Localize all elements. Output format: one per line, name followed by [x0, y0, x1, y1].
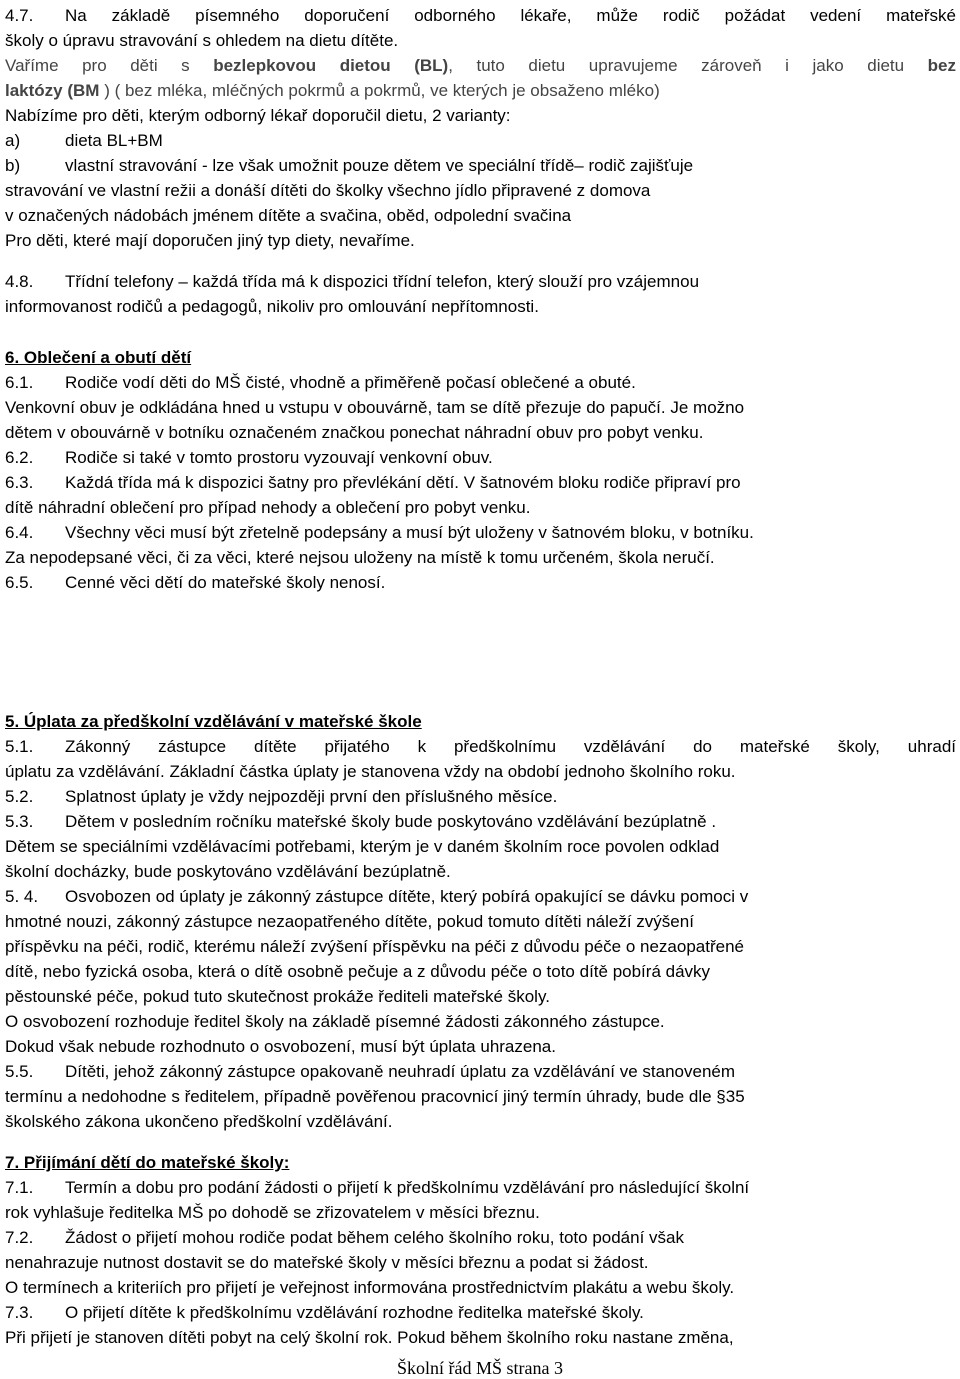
- item-number: 5.3.: [5, 812, 34, 831]
- paragraph-line: [5, 1225, 956, 1250]
- text: Dětem se speciálními vzdělávacími potřebami, kterým je v daném školním roce povolen odklad: [5, 837, 720, 856]
- text: informovanost rodičů a pedagogů, nikoliv pro omlouvání nepřítomnosti.: [5, 297, 539, 316]
- item-number: 5. 4.: [5, 887, 39, 906]
- section-heading: [5, 1150, 956, 1175]
- paragraph-line: [5, 1059, 956, 1084]
- text: Rodiče vodí děti do MŠ čisté, vhodně a přiměřeně počasí oblečené a obuté.: [65, 373, 636, 392]
- text: příspěvku na péči, rodič, kterému náleží zvýšení příspěvku na péči z důvodu péče o nezaopatřené: [5, 937, 744, 956]
- page-footer: Školní řád MŠ strana 3: [397, 1358, 563, 1378]
- paragraph-line: [5, 470, 956, 495]
- item-number: 6.2.: [5, 448, 34, 467]
- paragraph-line: [5, 734, 956, 759]
- list-item: [5, 153, 956, 178]
- item-number: 6.1.: [5, 373, 34, 392]
- paragraph-line: [5, 53, 956, 78]
- item-number: 6.4.: [5, 523, 34, 542]
- text: O osvobození rozhoduje ředitel školy na základě písemné žádosti zákonného zástupce.: [5, 1012, 665, 1031]
- text: Při přijetí je stanoven dítěti pobyt na celý školní rok. Pokud během školního roku nastane změna,: [5, 1328, 734, 1347]
- text: Dítěti, jehož zákonný zástupce opakovaně neuhradí úplatu za vzdělávání ve stanoveném: [65, 1062, 736, 1081]
- paragraph-line: [5, 78, 956, 103]
- text: v označených nádobách jménem dítěte a svačina, oběd, odpolední svačina: [5, 206, 572, 225]
- bold-text: laktózy (BM: [5, 81, 100, 100]
- text: Zákonný zástupce dítěte přijatého k předškolnímu vzdělávání do mateřské školy, uhradí: [65, 737, 956, 756]
- item-number: 5.5.: [5, 1062, 34, 1081]
- paragraph-line: [5, 420, 956, 445]
- text: vlastní stravování - lze však umožnit pouze dětem ve speciální třídě– rodič zajišťuje: [65, 156, 694, 175]
- text: Termín a dobu pro podání žádosti o přijetí k předškolnímu vzdělávání pro následující školní: [65, 1178, 750, 1197]
- paragraph-line: [5, 3, 956, 28]
- paragraph-line: [5, 784, 956, 809]
- paragraph-line: [5, 1034, 956, 1059]
- text: Dětem v posledním ročníku mateřské školy bude poskytováno vzdělávání bezúplatně .: [65, 812, 717, 831]
- section-heading: [5, 709, 956, 734]
- item-number: 7.1.: [5, 1178, 34, 1197]
- text: dětem v obouvárně v botníku označeném značkou ponechat náhradní obuv pro pobyt venku.: [5, 423, 704, 442]
- paragraph-line: [5, 1084, 956, 1109]
- paragraph-line: [5, 495, 956, 520]
- paragraph-line: [5, 984, 956, 1009]
- paragraph-line: [5, 520, 956, 545]
- paragraph-line: [5, 294, 956, 319]
- paragraph-line: [5, 1300, 956, 1325]
- text: stravování ve vlastní režii a donáší dítěti do školky všechno jídlo připravené z domova: [5, 181, 651, 200]
- text: Rodiče si také v tomto prostoru vyzouvají venkovní obuv.: [65, 448, 493, 467]
- bold-text: bezlepkovou dietou (BL): [213, 56, 449, 75]
- paragraph-line: [5, 178, 956, 203]
- paragraph-line: [5, 103, 956, 128]
- text: Třídní telefony – každá třída má k dispozici třídní telefon, který slouží pro vzájemnou: [65, 272, 700, 291]
- paragraph-line: [5, 1175, 956, 1200]
- text: nenahrazuje nutnost dostavit se do mateřské školy v měsíci březnu a podat si žádost.: [5, 1253, 649, 1272]
- text: rok vyhlašuje ředitelka MŠ po dohodě se zřizovatelem v měsíci březnu.: [5, 1203, 540, 1222]
- section-heading: [5, 345, 956, 370]
- text: úplatu za vzdělávání. Základní částka úplaty je stanovena vždy na období jednoho školního roku.: [5, 762, 736, 781]
- heading-text: 6. Oblečení a obutí dětí: [5, 348, 192, 367]
- text: Splatnost úplaty je vždy nejpozději první den příslušného měsíce.: [65, 787, 558, 806]
- paragraph-line: [5, 395, 956, 420]
- paragraph-line: [5, 445, 956, 470]
- paragraph-line: [5, 859, 956, 884]
- text: Venkovní obuv je odkládána hned u vstupu v obouvárně, tam se dítě přezuje do papučí. Je možno: [5, 398, 745, 417]
- item-number: 7.2.: [5, 1228, 34, 1247]
- text: dítě, nebo fyzická osoba, která o dítě osobně pečuje a z důvodu péče o toto dítě pobírá dávky: [5, 962, 711, 981]
- text: Cenné věci dětí do mateřské školy nenosí.: [65, 573, 386, 592]
- paragraph-line: [5, 759, 956, 784]
- text: Všechny věci musí být zřetelně podepsány a musí být uloženy v šatnovém bloku, v botníku.: [65, 523, 754, 542]
- text: Osvobozen od úplaty je zákonný zástupce dítěte, který pobírá opakující se dávku pomoci v: [65, 887, 749, 906]
- text: Nabízíme pro děti, kterým odborný lékař doporučil dietu, 2 varianty:: [5, 106, 511, 125]
- item-number: 4.8.: [5, 272, 34, 291]
- paragraph-line: [5, 269, 956, 294]
- paragraph-line: [5, 1325, 956, 1350]
- item-number: 5.1.: [5, 737, 34, 756]
- item-number: a): [5, 131, 21, 150]
- paragraph-line: [5, 545, 956, 570]
- text: školní docházky, bude poskytováno vzdělávání bezúplatně.: [5, 862, 451, 881]
- paragraph-line: [5, 570, 956, 595]
- paragraph-line: [5, 909, 956, 934]
- paragraph-line: [5, 28, 956, 53]
- paragraph-line: [5, 834, 956, 859]
- paragraph-line: [5, 959, 956, 984]
- bold-text: bez: [927, 56, 956, 75]
- paragraph-line: [5, 884, 956, 909]
- paragraph-line: [5, 1109, 956, 1134]
- paragraph-line: [5, 809, 956, 834]
- heading-text: 5. Úplata za předškolní vzdělávání v mateřské škole: [5, 712, 422, 731]
- paragraph-line: [5, 228, 956, 253]
- text: termínu a nedohodne s ředitelem, případně pověřenou pracovnicí jiný termín úhrady, bude dle §35: [5, 1087, 745, 1106]
- text: školského zákona ukončeno předškolní vzdělávání.: [5, 1112, 393, 1131]
- paragraph-line: [5, 1275, 956, 1300]
- text: O termínech a kriteriích pro přijetí je veřejnost informována prostřednictvím plakátu a webu školy.: [5, 1278, 735, 1297]
- text: Každá třída má k dispozici šatny pro převlékání dětí. V šatnovém bloku rodiče připraví pro: [65, 473, 741, 492]
- text: Na základě písemného doporučení odborného lékaře, může rodič požádat vedení mateřské: [65, 6, 956, 25]
- text: Žádost o přijetí mohou rodiče podat během celého školního roku, toto podání však: [65, 1228, 684, 1247]
- paragraph-line: [5, 1009, 956, 1034]
- text: Dokud však nebude rozhodnuto o osvobození, musí být úplata uhrazena.: [5, 1037, 556, 1056]
- paragraph-line: [5, 203, 956, 228]
- item-number: 4.7.: [5, 6, 34, 25]
- text: O přijetí dítěte k předškolnímu vzdělávání rozhodne ředitelka mateřské školy.: [65, 1303, 644, 1322]
- text: , tuto dietu upravujeme zároveň i jako dietu: [448, 56, 928, 75]
- paragraph-line: [5, 934, 956, 959]
- text: dieta BL+BM: [65, 131, 163, 150]
- item-number: 7.3.: [5, 1303, 34, 1322]
- item-number: 5.2.: [5, 787, 34, 806]
- text: pěstounské péče, pokud tuto skutečnost prokáže řediteli mateřské školy.: [5, 987, 550, 1006]
- heading-text: 7. Přijímání dětí do mateřské školy:: [5, 1153, 290, 1172]
- paragraph-line: [5, 1200, 956, 1225]
- item-number: 6.5.: [5, 573, 34, 592]
- text: dítě náhradní oblečení pro případ nehody a oblečení pro pobyt venku.: [5, 498, 531, 517]
- item-number: b): [5, 156, 21, 175]
- paragraph-line: [5, 1250, 956, 1275]
- text: školy o úpravu stravování s ohledem na dietu dítěte.: [5, 31, 399, 50]
- text: hmotné nouzi, zákonný zástupce nezaopatřeného dítěte, pokud tomuto dítěti náleží zvýšení: [5, 912, 694, 931]
- text: ) ( bez mléka, mléčných pokrmů a pokrmů, ve kterých je obsaženo mléko): [99, 81, 660, 100]
- paragraph-line: [5, 370, 956, 395]
- text: Pro děti, které mají doporučen jiný typ diety, nevaříme.: [5, 231, 415, 250]
- list-item: [5, 128, 956, 153]
- text: Za nepodepsané věci, či za věci, které nejsou uloženy na místě k tomu určeném, škola neručí.: [5, 548, 715, 567]
- item-number: 6.3.: [5, 473, 34, 492]
- text: Vaříme pro děti s: [5, 56, 214, 75]
